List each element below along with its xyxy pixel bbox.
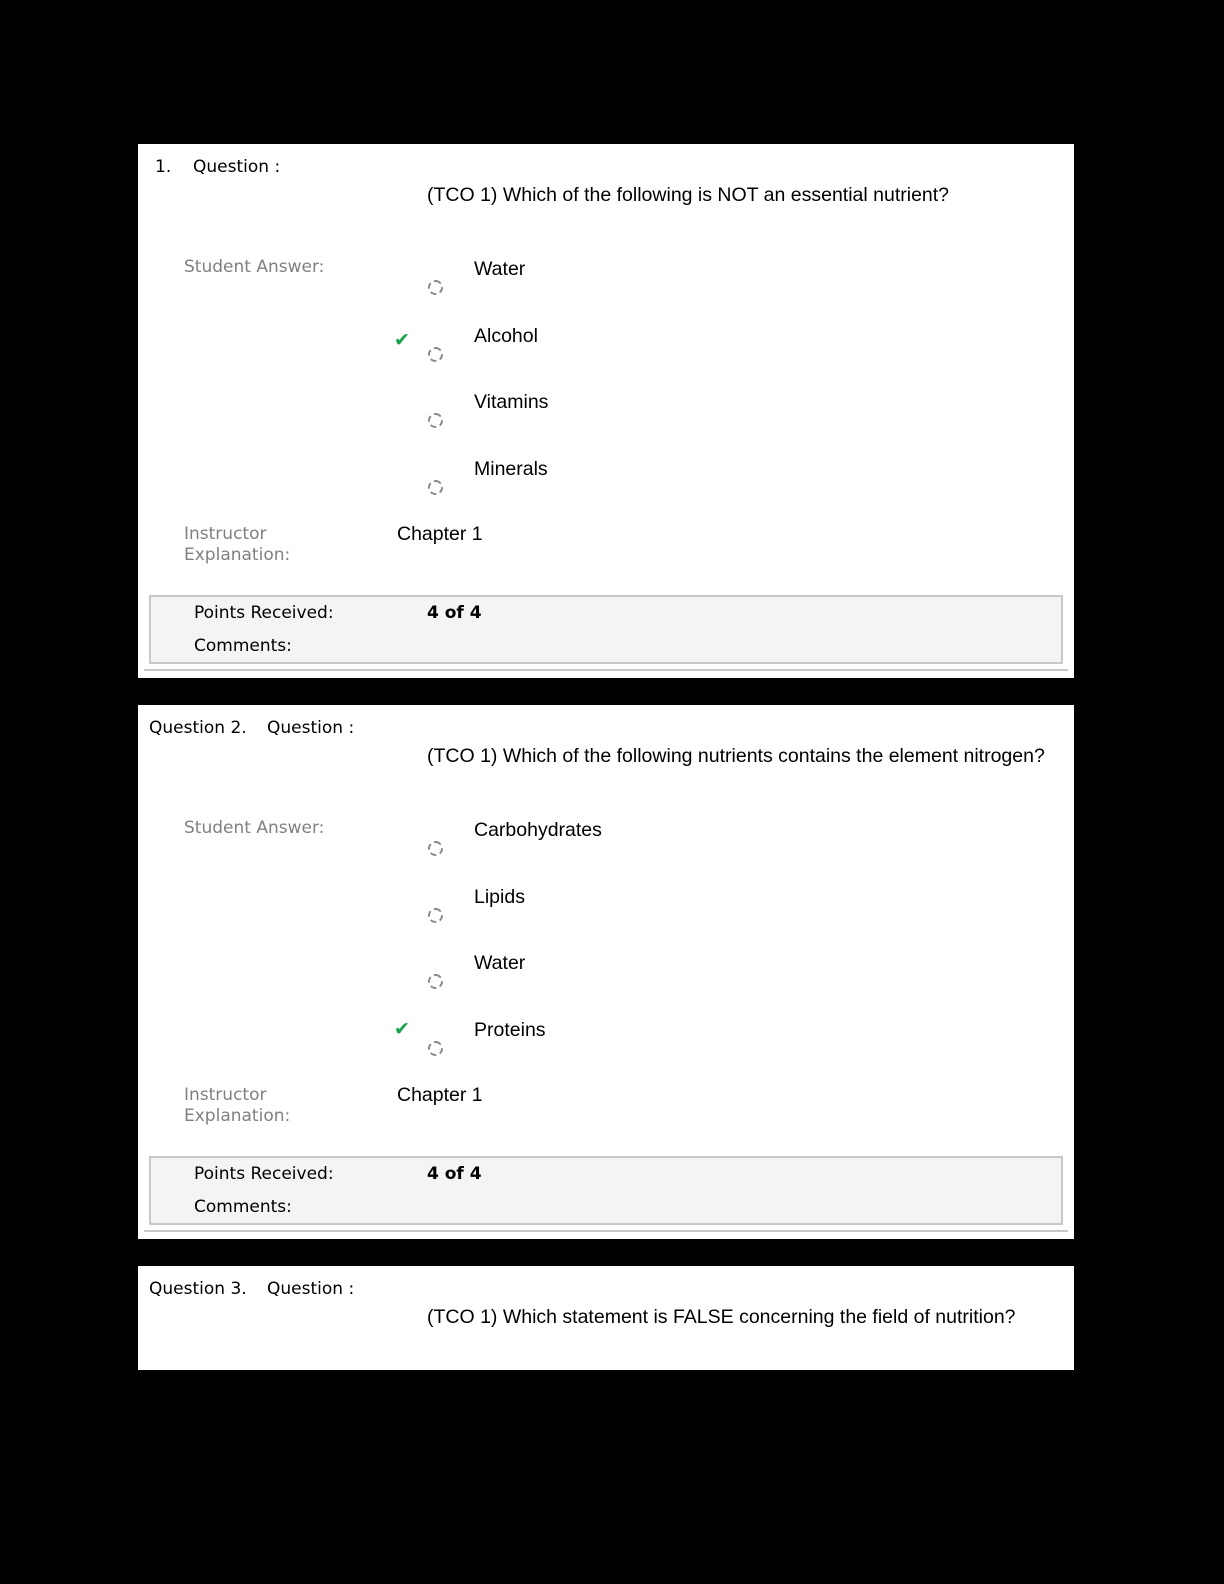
question-text: (TCO 1) Which statement is FALSE concerning the field of nutrition? <box>427 1306 1016 1328</box>
instructor-explanation-label <box>184 524 290 566</box>
points-box <box>149 595 1063 664</box>
answer-option-text: Vitamins <box>474 391 549 413</box>
instructor-explanation: Chapter 1 <box>397 523 483 545</box>
question-card-1 <box>138 144 1074 678</box>
question-card-2 <box>138 705 1074 1239</box>
divider <box>144 669 1068 671</box>
question-text: (TCO 1) Which of the following nutrients contains the element nitrogen? <box>427 745 1045 767</box>
divider <box>144 1230 1068 1232</box>
points-box <box>149 1156 1063 1225</box>
check-icon: ✔ <box>394 1018 410 1040</box>
answer-option-text: Proteins <box>474 1019 546 1041</box>
comments-label: Comments: <box>194 1197 292 1217</box>
radio-button-icon[interactable] <box>428 413 443 428</box>
question-label: Question : <box>267 718 355 738</box>
answer-option-text: Water <box>474 952 526 974</box>
radio-button-icon[interactable] <box>428 480 443 495</box>
points-received-label: Points Received: <box>194 1164 334 1184</box>
radio-button-icon[interactable] <box>428 908 443 923</box>
points-received-value: 4 of 4 <box>427 603 482 623</box>
answer-option-text: Alcohol <box>474 325 538 347</box>
radio-button-icon[interactable] <box>428 1041 443 1056</box>
instructor-explanation-label-line1: Instructor <box>184 524 267 544</box>
points-received-value: 4 of 4 <box>427 1164 482 1184</box>
student-answer-label: Student Answer: <box>184 257 325 277</box>
radio-button-icon[interactable] <box>428 974 443 989</box>
question-number: Question 2. <box>149 718 247 738</box>
question-label: Question : <box>193 157 281 177</box>
radio-button-icon[interactable] <box>428 841 443 856</box>
question-number: 1. <box>155 157 172 177</box>
question-card-3 <box>138 1266 1074 1370</box>
radio-button-icon[interactable] <box>428 347 443 362</box>
instructor-explanation-label-line1: Instructor <box>184 1085 267 1105</box>
instructor-explanation-label-line2: Explanation: <box>184 1106 291 1126</box>
student-answer-label: Student Answer: <box>184 818 325 838</box>
instructor-explanation-label <box>184 1085 290 1127</box>
instructor-explanation: Chapter 1 <box>397 1084 483 1106</box>
answer-option-text: Lipids <box>474 886 525 908</box>
question-text: (TCO 1) Which of the following is NOT an essential nutrient? <box>427 184 950 206</box>
check-icon: ✔ <box>394 329 410 351</box>
answer-option-text: Carbohydrates <box>474 819 602 841</box>
radio-button-icon[interactable] <box>428 280 443 295</box>
instructor-explanation-label-line2: Explanation: <box>184 545 291 565</box>
answer-option-text: Water <box>474 258 526 280</box>
comments-label: Comments: <box>194 636 292 656</box>
question-number: Question 3. <box>149 1279 247 1299</box>
points-received-label: Points Received: <box>194 603 334 623</box>
answer-option-text: Minerals <box>474 458 548 480</box>
question-label: Question : <box>267 1279 355 1299</box>
